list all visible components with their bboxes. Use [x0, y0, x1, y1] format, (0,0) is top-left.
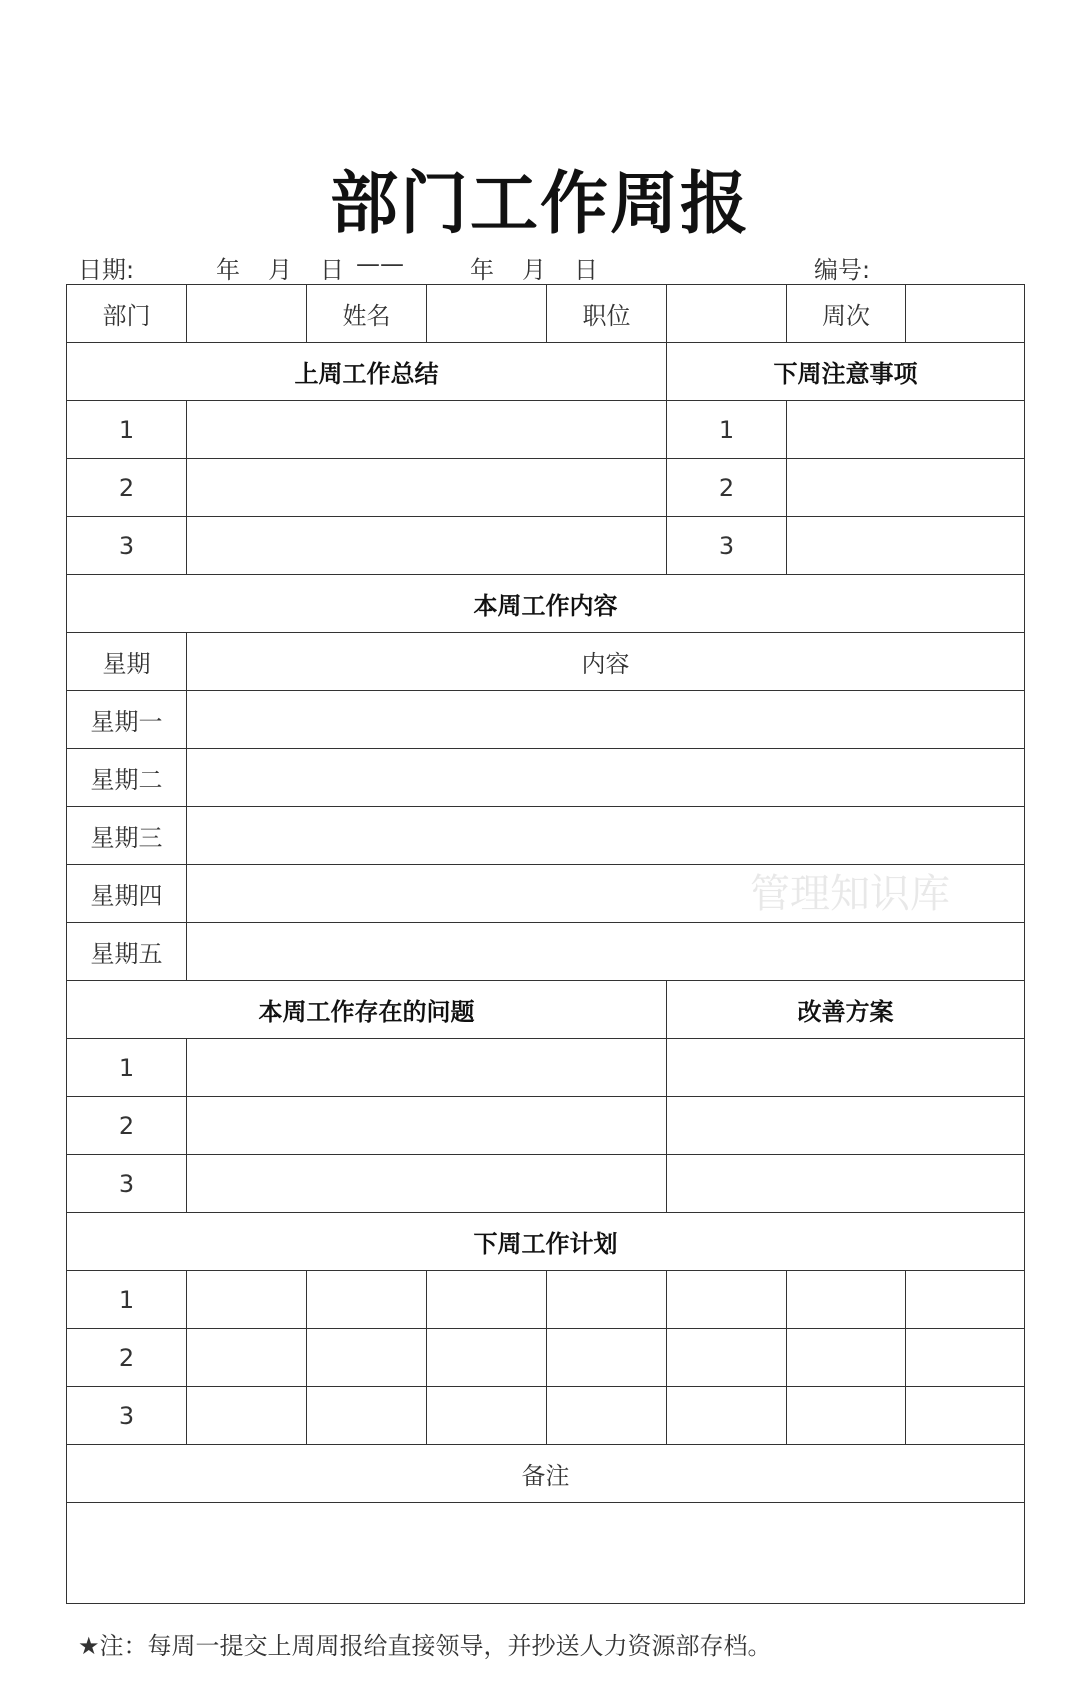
plan-cell[interactable] — [906, 1271, 1025, 1329]
row-number: 3 — [67, 1155, 187, 1213]
info-row — [67, 285, 1025, 343]
table-row — [67, 807, 1025, 865]
plan-cell[interactable] — [427, 1387, 547, 1445]
date-label: 日期: — [78, 256, 135, 284]
weekly-report-form — [66, 284, 1025, 1604]
page-title: 部门工作周报 — [329, 165, 750, 244]
row-number: 1 — [67, 1039, 187, 1097]
improvement-field[interactable] — [667, 1039, 1025, 1097]
remarks-field[interactable] — [67, 1503, 1025, 1604]
problem-field[interactable] — [187, 1155, 667, 1213]
plan-cell[interactable] — [307, 1271, 427, 1329]
plan-cell[interactable] — [427, 1329, 547, 1387]
notes-field[interactable] — [787, 401, 1025, 459]
plan-cell[interactable] — [787, 1329, 906, 1387]
plan-cell[interactable] — [547, 1329, 667, 1387]
day-label-2: 日 — [574, 256, 598, 284]
next-week-notes-title: 下周注意事项 — [667, 343, 1025, 401]
plan-cell[interactable] — [307, 1329, 427, 1387]
year-label-1: 年 — [216, 256, 240, 284]
row-number: 2 — [67, 459, 187, 517]
content-field[interactable] — [187, 749, 1025, 807]
notes-field[interactable] — [787, 517, 1025, 575]
section1-header — [67, 343, 1025, 401]
position-label: 职位 — [547, 285, 667, 343]
row-number: 2 — [667, 459, 787, 517]
row-number: 2 — [67, 1329, 187, 1387]
week-field[interactable] — [906, 285, 1025, 343]
plan-cell[interactable] — [307, 1387, 427, 1445]
table-row — [67, 1329, 1025, 1387]
day-label: 星期五 — [67, 923, 187, 981]
problem-field[interactable] — [187, 1039, 667, 1097]
row-number: 2 — [67, 1097, 187, 1155]
remarks-header — [67, 1445, 1025, 1503]
notes-field[interactable] — [787, 459, 1025, 517]
improvement-field[interactable] — [667, 1097, 1025, 1155]
plan-cell[interactable] — [427, 1271, 547, 1329]
watermark: 管理知识库 — [750, 871, 950, 917]
name-label: 姓名 — [307, 285, 427, 343]
row-number: 1 — [67, 401, 187, 459]
row-number: 3 — [67, 517, 187, 575]
plan-cell[interactable] — [906, 1329, 1025, 1387]
plan-cell[interactable] — [667, 1387, 787, 1445]
plan-cell[interactable] — [787, 1387, 906, 1445]
plan-cell[interactable] — [906, 1387, 1025, 1445]
this-week-content-title: 本周工作内容 — [67, 575, 1025, 633]
day-label: 星期三 — [67, 807, 187, 865]
plan-cell[interactable] — [187, 1329, 307, 1387]
plan-cell[interactable] — [547, 1387, 667, 1445]
footer-note: ★注：每周一提交上周周报给直接领导，并抄送人力资源部存档。 — [78, 1632, 772, 1660]
day-column-header: 星期 — [67, 633, 187, 691]
day-label: 星期四 — [67, 865, 187, 923]
problem-field[interactable] — [187, 1097, 667, 1155]
remarks-row — [67, 1503, 1025, 1604]
next-week-plan-title: 下周工作计划 — [67, 1213, 1025, 1271]
table-row — [67, 1097, 1025, 1155]
year-label-2: 年 — [470, 256, 494, 284]
day-label: 星期二 — [67, 749, 187, 807]
plan-cell[interactable] — [547, 1271, 667, 1329]
content-column-header: 内容 — [187, 633, 1025, 691]
table-row — [67, 401, 1025, 459]
table-row — [67, 517, 1025, 575]
row-number: 1 — [67, 1271, 187, 1329]
content-field[interactable] — [187, 923, 1025, 981]
section3-header — [67, 981, 1025, 1039]
section4-header — [67, 1213, 1025, 1271]
remarks-label: 备注 — [67, 1445, 1025, 1503]
row-number: 1 — [667, 401, 787, 459]
name-field[interactable] — [427, 285, 547, 343]
problems-title: 本周工作存在的问题 — [67, 981, 667, 1039]
table-row — [67, 1039, 1025, 1097]
day-label: 星期一 — [67, 691, 187, 749]
dept-label: 部门 — [67, 285, 187, 343]
day-label-1: 日 — [320, 256, 344, 284]
summary-field[interactable] — [187, 459, 667, 517]
date-line — [0, 250, 1080, 286]
content-field[interactable] — [187, 691, 1025, 749]
row-number: 3 — [667, 517, 787, 575]
table-row — [67, 1155, 1025, 1213]
plan-cell[interactable] — [787, 1271, 906, 1329]
dept-field[interactable] — [187, 285, 307, 343]
summary-field[interactable] — [187, 517, 667, 575]
table-row — [67, 459, 1025, 517]
plan-cell[interactable] — [667, 1329, 787, 1387]
improvement-plan-title: 改善方案 — [667, 981, 1025, 1039]
position-field[interactable] — [667, 285, 787, 343]
plan-cell[interactable] — [187, 1271, 307, 1329]
section2-header — [67, 575, 1025, 633]
table-row — [67, 749, 1025, 807]
week-label: 周次 — [787, 285, 906, 343]
date-dash: —— — [356, 250, 404, 278]
month-label-1: 月 — [268, 256, 292, 284]
month-label-2: 月 — [522, 256, 546, 284]
table-row — [67, 1271, 1025, 1329]
table-row — [67, 691, 1025, 749]
content-field[interactable] — [187, 807, 1025, 865]
improvement-field[interactable] — [667, 1155, 1025, 1213]
section2-column-header — [67, 633, 1025, 691]
table-row — [67, 923, 1025, 981]
row-number: 3 — [67, 1387, 187, 1445]
last-week-summary-title: 上周工作总结 — [67, 343, 667, 401]
table-row — [67, 1387, 1025, 1445]
plan-cell[interactable] — [187, 1387, 307, 1445]
plan-cell[interactable] — [667, 1271, 787, 1329]
summary-field[interactable] — [187, 401, 667, 459]
number-label: 编号: — [814, 256, 871, 284]
